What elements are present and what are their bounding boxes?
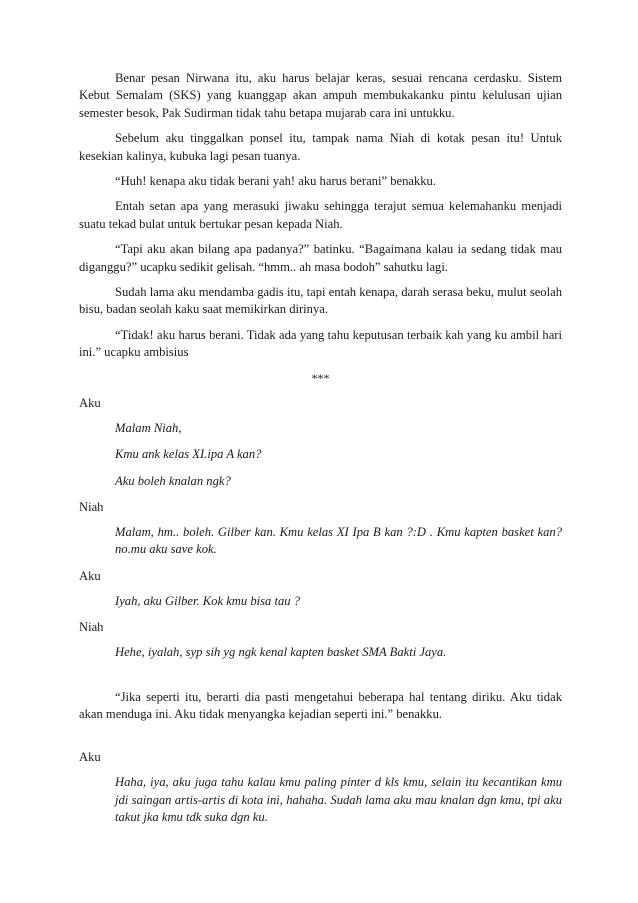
chat-message: Malam Niah, [115,420,182,435]
chat-message: Malam, hm.. boleh. Gilber kan. Kmu kelas XI Ipa B kan ?:D . Kmu kapten basket kan? no.mu aku save kok. [115,524,562,557]
message-group [115,420,562,490]
paragraph: Sebelum aku tinggalkan ponsel itu, tampak nama Niah di kotak pesan itu! Untuk kesekian kalinya, kubuka lagi pesan tuanya. [79,131,562,163]
speaker-label: Niah [79,499,104,514]
paragraph: Sudah lama aku mendamba gadis itu, tapi entah kenapa, darah serasa beku, mulut seolah bisu, badan seolah kaku saat memikirkan dirinya. [79,285,562,317]
message-group [115,644,562,661]
section-divider: *** [311,370,330,385]
chat-message: Haha, iya, aku juga tahu kalau kmu paling pinter d kls kmu, selain itu kecantikan kmu jdi saingan artis-artis di kota ini, hahaha. Sudah lama aku mau knalan dgn kmu, tpi aku takut jka kmu tdk suka dgn ku. [115,775,562,825]
document-page [79,70,562,836]
spacer [79,671,562,689]
chat-message: Hehe, iyalah, syp sih yg ngk kenal kapten basket SMA Bakti Jaya. [115,645,447,660]
speaker-label: Aku [79,395,101,410]
chat-block-first [79,395,562,662]
message-group [115,524,562,559]
chat-message: Kmu ank kelas XI.ipa A kan? [115,447,262,462]
spacer [79,731,562,749]
paragraph: “Huh! kenapa aku tidak berani yah! aku harus berani” benakku. [115,174,437,189]
message-group [115,774,562,826]
speaker-label: Niah [79,620,104,635]
paragraph: Entah setan apa yang merasuki jiwaku sehingga terajut semua kelemahanku menjadi suatu tekad bulat untuk bertukar pesan kepada Niah. [79,199,562,231]
chat-message: Iyah, aku Gilber. Kok kmu bisa tau ? [115,593,301,608]
speaker-label: Aku [79,568,101,583]
message-group [115,593,562,610]
chat-message: Aku boleh knalan ngk? [115,473,231,488]
speaker-label: Aku [79,750,101,765]
paragraph: “Tapi aku akan bilang apa padanya?” batinku. “Bagaimana kalau ia sedang tidak mau diganggu?” ucapku sedikit gelisah. “hmm.. ah masa bodoh” sahutku lagi. [79,242,562,274]
chat-block-second [79,749,562,826]
paragraph: “Tidak! aku harus berani. Tidak ada yang tahu keputusan terbaik kah yang ku ambil hari ini.” ucapku ambisius [79,327,562,360]
paragraph: Benar pesan Nirwana itu, aku harus belajar keras, sesuai rencana cerdasku. Sistem Kebut Semalam (SKS) yang kuanggap akan ampuh membukakanku pintu kelulusan ujian semester besok, Pak Sudirman tidak tahu betapa mujarab cara ini untukku. [79,71,562,120]
paragraph: “Jika seperti itu, berarti dia pasti mengetahui beberapa hal tentang diriku. Aku tidak akan menduga ini. Aku tidak menyangka kejadian seperti ini.” benakku. [79,689,562,721]
